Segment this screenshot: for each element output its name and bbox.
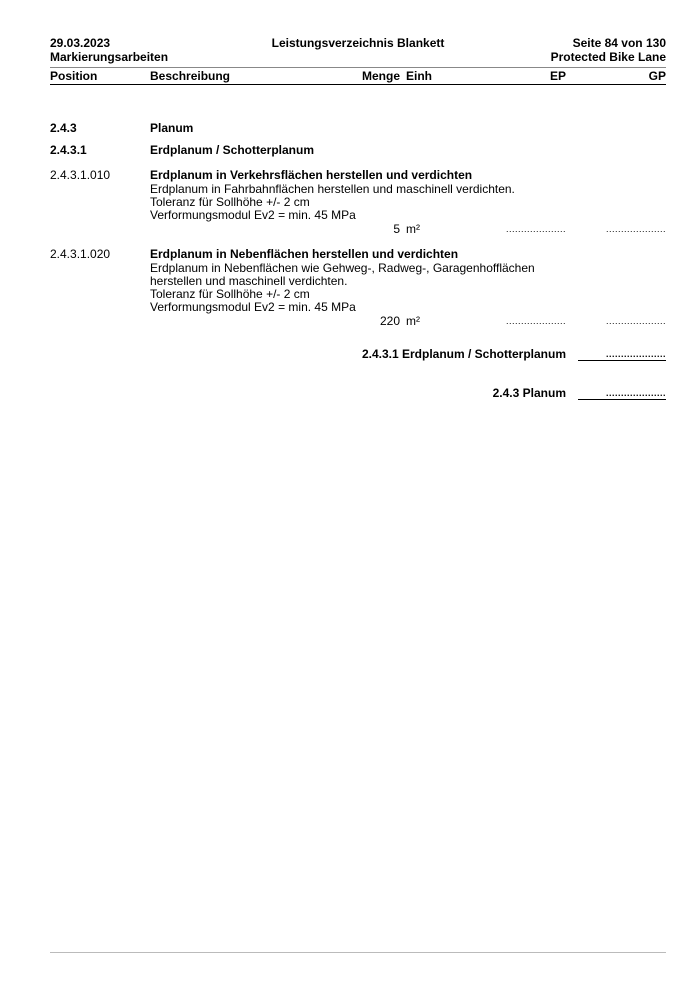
project-name: Protected Bike Lane [550,50,666,64]
item-unit: m² [406,314,420,328]
column-header-menge: Menge [361,69,400,83]
total-value[interactable]: .................... [605,388,666,398]
item-description-line: Erdplanum in Fahrbahnflächen herstellen und maschinell verdichten. [150,182,515,196]
item-description-line: Toleranz für Sollhöhe +/- 2 cm [150,287,310,301]
header-section: Markierungsarbeiten [50,50,169,64]
subtotal-underline [578,360,666,361]
column-header-position: Position [50,69,98,83]
page-number: Seite 84 von 130 [572,36,666,50]
item-title: Erdplanum in Nebenflächen herstellen und verdichten [150,247,459,261]
item-unit: m² [406,222,420,236]
item-description-line: Erdplanum in Nebenflächen wie Gehweg-, Radweg-, Garagenhofflächen [150,261,535,275]
item-quantity: 5 [393,222,400,236]
group-position: 2.4.3 [50,121,77,135]
item-description-line: herstellen und maschinell verdichten. [150,274,348,288]
item-description-line: Verformungsmodul Ev2 = min. 45 MPa [150,300,356,314]
item-total-price[interactable]: .................... [605,224,666,234]
subgroup-position: 2.4.3.1 [50,143,87,157]
header-divider [50,67,666,68]
item-description-line: Verformungsmodul Ev2 = min. 45 MPa [150,208,356,222]
item-quantity: 220 [379,314,400,328]
subgroup-title: Erdplanum / Schotterplanum [150,143,315,157]
column-header-einh: Einh [406,69,432,83]
total-underline [578,399,666,400]
subtotal-label: 2.4.3.1 Erdplanum / Schotterplanum [361,347,566,361]
group-title: Planum [150,121,194,135]
column-header-ep: EP [549,69,566,83]
subtotal-value[interactable]: .................... [605,349,666,359]
item-total-price[interactable]: .................... [605,316,666,326]
item-unit-price[interactable]: .................... [505,316,566,326]
column-header-gp: GP [648,69,666,83]
column-header-beschreibung: Beschreibung [150,69,231,83]
item-description-line: Toleranz für Sollhöhe +/- 2 cm [150,195,310,209]
column-header-divider [50,84,666,85]
item-position: 2.4.3.1.010 [50,168,111,182]
item-unit-price[interactable]: .................... [505,224,566,234]
header-date: 29.03.2023 [50,36,111,50]
total-label: 2.4.3 Planum [492,386,566,400]
item-title: Erdplanum in Verkehrsflächen herstellen und verdichten [150,168,473,182]
footer-divider [50,952,666,953]
item-position: 2.4.3.1.020 [50,247,111,261]
document-title: Leistungsverzeichnis Blankett [271,36,445,50]
